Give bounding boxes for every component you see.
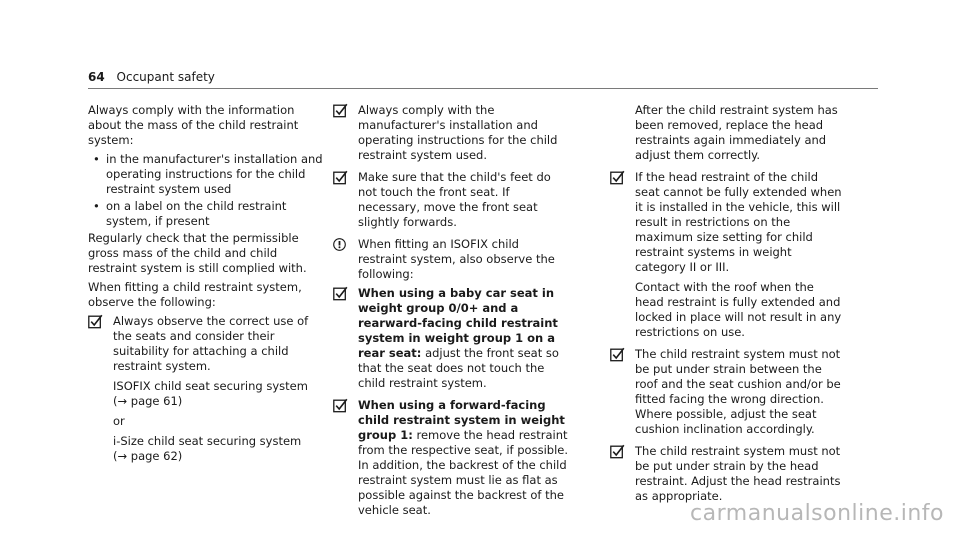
- watermark: carmanualsonline.info: [690, 501, 944, 526]
- check-text-continued: Contact with the roof when the head restraint is fully extended and locked in place will not result in any restrictions on use.: [635, 280, 842, 339]
- page-number: 64: [88, 70, 105, 84]
- check-item: [333, 286, 569, 391]
- checkbox-icon: [333, 103, 348, 118]
- or-text: or: [113, 414, 125, 428]
- check-item: [333, 398, 569, 518]
- check-item: [333, 103, 569, 163]
- checkbox-icon: [610, 347, 625, 362]
- check-text: The child restraint system must not be put under strain by the head restraint. Adjust the head restraints as appropriate.: [635, 444, 841, 503]
- column-2: [333, 103, 569, 525]
- check-text: Make sure that the child's feet do not touch the front seat. If necessary, move the front seat slightly forwards.: [358, 170, 551, 229]
- check-mass-paragraph: Regularly check that the permissible gross mass of the child and child restraint system is still complied with.: [88, 231, 307, 275]
- list-item: [88, 199, 324, 229]
- checkbox-icon: [610, 170, 625, 185]
- check-text: [358, 286, 569, 391]
- bullet-text: on a label on the child restraint system, if present: [106, 199, 287, 228]
- checkbox-icon: [88, 314, 103, 329]
- check-body: remove the head restraint from the respective seat, if possible. In addition, the backrest of the child restraint system must lie as flat as possible against the backrest of the vehicle seat.: [358, 428, 568, 517]
- bullet: •: [93, 152, 100, 166]
- checkbox-icon: [333, 170, 348, 185]
- list-item: [88, 152, 324, 197]
- check-body: adjust the front seat so that the seat does not touch the child restraint system.: [358, 346, 559, 390]
- fitting-paragraph: When fitting a child restraint system, observe the following:: [88, 280, 302, 309]
- check-text: The child restraint system must not be put under strain between the roof and the seat cushion and/or be fitted facing the wrong direction. Where possible, adjust the seat cushion inclination accordingly.: [635, 347, 841, 436]
- isize-text: [113, 434, 324, 464]
- check-text: Always observe the correct use of the seats and consider their suitability for attaching a child restraint system.: [113, 314, 309, 373]
- isofix-label: ISOFIX child seat securing system: [113, 379, 308, 393]
- bullet-text: in the manufacturer's installation and operating instructions for the child restraint system used: [106, 152, 323, 196]
- info-icon: [333, 238, 346, 251]
- header-rule: [88, 88, 878, 89]
- bullet: •: [93, 199, 100, 213]
- section-title: Occupant safety: [116, 70, 215, 84]
- page-header: [88, 70, 215, 85]
- check-text: If the head restraint of the child seat cannot be fully extended when it is installed in the vehicle, this will result in restrictions on the maximum size setting for child restraint systems in weight category II or III.: [635, 170, 842, 274]
- isofix-text: [113, 379, 324, 409]
- checkbox-icon: [333, 286, 348, 301]
- column-1: [88, 103, 324, 471]
- column-3: [610, 103, 846, 511]
- mass-intro: Always comply with the information about the mass of the child restraint system:: [88, 103, 299, 147]
- isize-label: i-Size child seat securing system: [113, 434, 302, 448]
- replace-restraints-paragraph: After the child restraint system has been removed, replace the head restraints again immediately and adjust them correctly.: [635, 103, 838, 162]
- checkbox-icon: [610, 444, 625, 459]
- check-item: [610, 444, 846, 504]
- check-item: [333, 170, 569, 230]
- checkbox-icon: [333, 398, 348, 413]
- isize-page-link[interactable]: (→ page 62): [113, 449, 183, 463]
- isofix-page-link[interactable]: (→ page 61): [113, 394, 183, 408]
- check-text: Always comply with the manufacturer's installation and operating instructions for the child restraint system used.: [358, 103, 558, 162]
- check-heading: When using a forward-facing child restraint system in weight group 1:: [358, 398, 565, 442]
- check-item: [88, 314, 324, 464]
- check-heading: When using a baby car seat in weight group 0/0+ and a rearward-facing child restraint system in weight group 1 on a rear seat:: [358, 286, 558, 360]
- check-item: [610, 170, 846, 340]
- note-item: [333, 237, 569, 282]
- note-text: When fitting an ISOFIX child restraint system, also observe the following:: [358, 237, 555, 281]
- check-text: [358, 398, 569, 518]
- check-item: [610, 347, 846, 437]
